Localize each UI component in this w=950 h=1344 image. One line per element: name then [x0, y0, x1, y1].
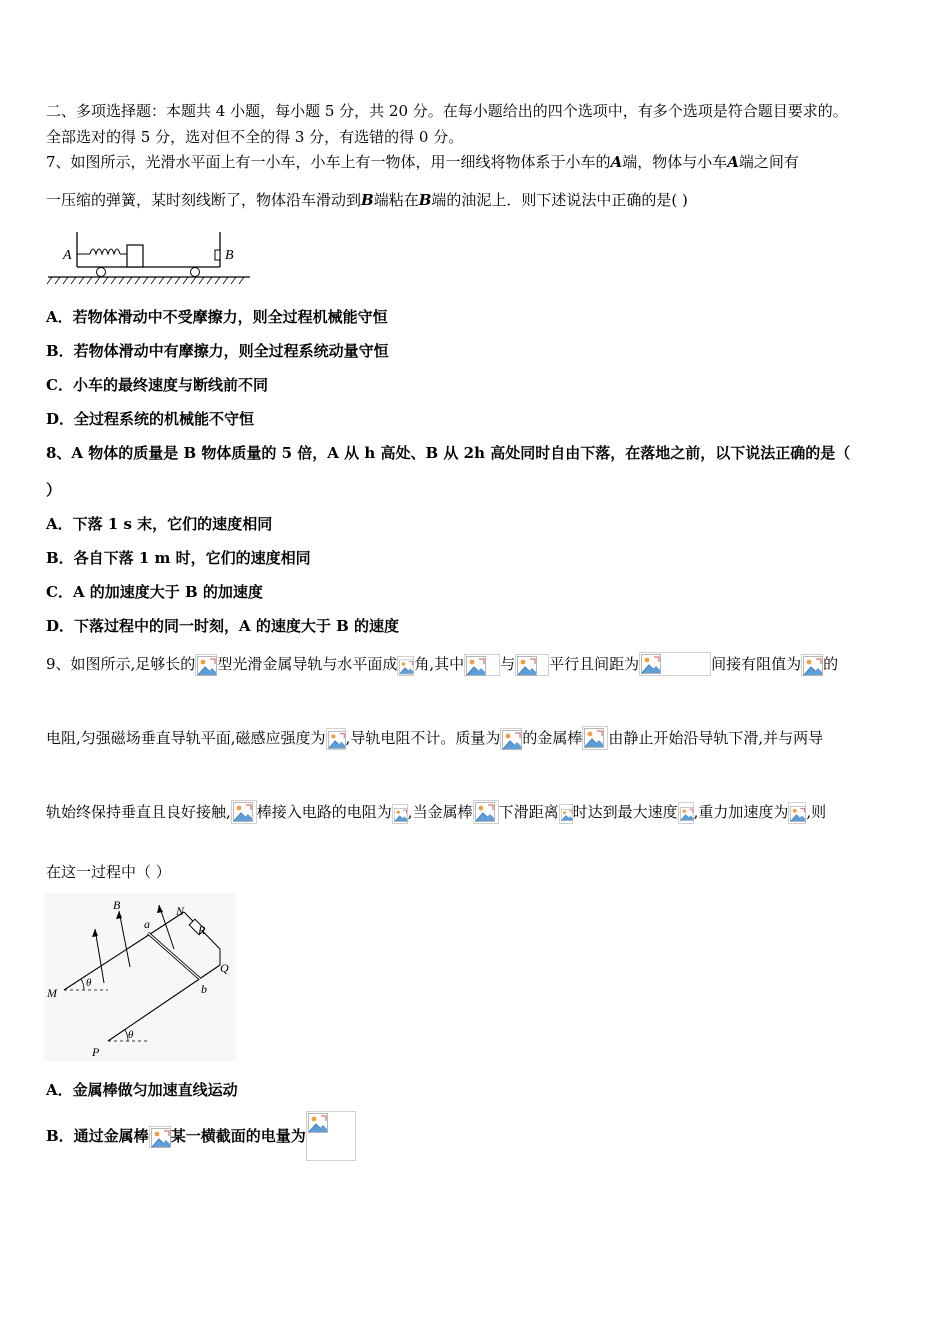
q7-option-a: A．若物体滑动中不受摩擦力，则全过程机械能守恒 — [46, 308, 388, 326]
formula-image-icon — [639, 652, 711, 676]
q8-option-a: A．下落 1 s 末，它们的速度相同 — [46, 515, 273, 533]
section-instructions-line2: 全部选对的得 5 分，选对但不全的得 3 分，有选错的得 0 分。 — [46, 128, 464, 146]
formula-image-icon — [788, 802, 806, 824]
q9-option-b-text: 某一横截面的电量为 — [170, 1127, 306, 1145]
q9-text: 间接有阻值为 — [711, 655, 802, 673]
q7-text: 一压缩的弹簧，某时刻线断了，物体沿车滑动到 — [46, 191, 362, 209]
q9-label-p: P — [92, 1045, 100, 1059]
q7-text: 端粘在 — [373, 191, 419, 209]
q9-text: ,则 — [806, 803, 827, 821]
q7-stem-line1 — [46, 152, 799, 172]
q7-var-a: A — [610, 153, 623, 171]
q9-rails-figure — [44, 893, 236, 1061]
formula-image-icon — [326, 728, 346, 750]
q9-text: 的 — [823, 655, 839, 673]
q9-text: 9、如图所示,足够长的 — [46, 655, 196, 673]
q7-text: 端的油泥上．则下述说法中正确的是( ) — [431, 191, 688, 209]
q7-stem-line2 — [46, 190, 688, 210]
formula-image-icon — [464, 654, 500, 676]
q9-text: ,导轨电阻不计。质量为 — [345, 729, 501, 747]
q9-label-a: a — [144, 917, 150, 931]
q9-label-b: b — [201, 982, 207, 996]
q9-text: ,当金属棒 — [407, 803, 473, 821]
q7-var-a: A — [727, 153, 739, 171]
q9-text: 角,其中 — [414, 655, 465, 673]
q8-option-b: B．各自下落 1 m 时，它们的速度相同 — [46, 549, 311, 567]
q9-stem-line3 — [46, 800, 826, 824]
formula-image-icon — [306, 1111, 356, 1161]
q9-label-m: M — [47, 986, 57, 1000]
q7-option-c: C．小车的最终速度与断线前不同 — [46, 376, 268, 394]
q9-label-r: R — [198, 923, 206, 937]
q9-text: 平行且间距为 — [549, 655, 640, 673]
q9-text: ,重力加速度为 — [693, 803, 789, 821]
q7-option-b: B．若物体滑动中有摩擦力，则全过程系统动量守恒 — [46, 342, 389, 360]
q9-text: 由静止开始沿导轨下滑,并与两导 — [608, 729, 824, 747]
q9-text: 电阻,匀强磁场垂直导轨平面,磁感应强度为 — [46, 729, 326, 747]
section-instructions-line1: 二、多项选择题：本题共 4 小题，每小题 5 分，共 20 分。在每小题给出的四个选项中，有多个选项是符合题目要求的。 — [46, 102, 848, 120]
q8-option-c: C．A 的加速度大于 B 的加速度 — [46, 583, 263, 601]
q9-option-a: A．金属棒做匀加速直线运动 — [46, 1081, 238, 1099]
q9-text: 轨始终保持垂直且良好接触, — [46, 803, 231, 821]
formula-image-icon — [392, 804, 408, 824]
formula-image-icon — [801, 654, 823, 676]
formula-image-icon — [678, 802, 694, 824]
q7-option-d: D．全过程系统的机械能不守恒 — [46, 410, 255, 428]
q7-var-b: B — [418, 191, 432, 209]
q8-stem-line2: ） — [46, 481, 62, 499]
formula-image-icon — [559, 804, 573, 824]
q9-label-q: Q — [220, 961, 229, 975]
formula-image-icon — [231, 800, 257, 824]
q9-text: 棒接入电路的电阻为 — [256, 803, 392, 821]
q9-text: 型光滑金属导轨与水平面成 — [217, 655, 398, 673]
q7-text: 端之间有 — [738, 153, 799, 171]
formula-image-icon — [397, 656, 414, 676]
q8-option-d: D．下落过程中的同一时刻，A 的速度大于 B 的速度 — [46, 617, 399, 635]
q7-text: 7、如图所示，光滑水平面上有一小车，小车上有一物体，用一细线将物体系于小车的 — [46, 153, 611, 171]
q9-label-b-field: B — [113, 898, 121, 912]
q7-cart-figure — [44, 222, 256, 288]
formula-image-icon — [195, 654, 217, 676]
q9-label-theta-upper: θ — [86, 977, 92, 989]
formula-image-icon — [582, 726, 608, 750]
q8-stem-line1: 8、A 物体的质量是 B 物体质量的 5 倍，A 从 h 高处、B 从 2h 高处同时自由下落，在落地之前，以下说法正确的是（ — [46, 444, 851, 462]
q7-text: 端，物体与小车 — [622, 153, 728, 171]
q9-stem-line2 — [46, 726, 823, 750]
formula-image-icon — [515, 654, 549, 676]
q9-option-b-text: B．通过金属棒 — [46, 1127, 149, 1145]
q9-option-b — [46, 1111, 356, 1161]
formula-image-icon — [500, 728, 522, 750]
q9-text: 与 — [500, 655, 516, 673]
q9-label-theta-lower: θ — [128, 1029, 134, 1041]
q9-text: 的金属棒 — [522, 729, 583, 747]
q7-var-b: B — [361, 191, 374, 209]
q7-figure-label-a: A — [63, 248, 72, 263]
q9-label-n: N — [176, 904, 185, 918]
q9-stem-line4: 在这一过程中（ ） — [46, 863, 171, 881]
q9-stem-line1 — [46, 652, 838, 676]
formula-image-icon — [149, 1126, 171, 1148]
q9-text: 下滑距离 — [498, 803, 559, 821]
q9-text: 时达到最大速度 — [572, 803, 678, 821]
formula-image-icon — [473, 800, 499, 824]
q7-figure-label-b: B — [225, 248, 234, 263]
